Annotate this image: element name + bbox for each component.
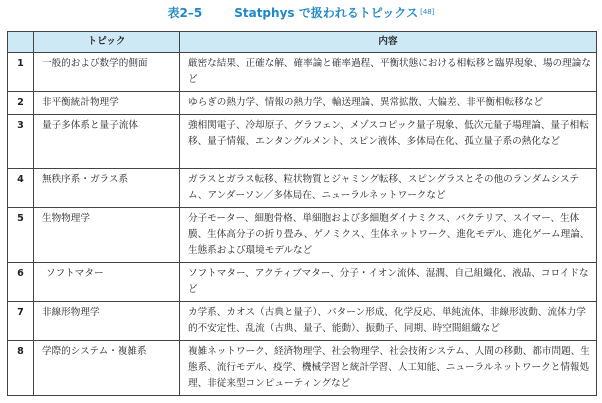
row-content: カ学系、カオス（古典と量子）、パターン形成、化学反応、単純流体、非線形波動、流体力学的不安定性、乱流（古典、量子、能動）、振動子、同期、時空間組織など [180,302,597,341]
row-topic: 非平衡統計物理学 [34,92,180,115]
caption-title: Statphys で扱われるトピックス [234,5,419,20]
table-row [8,302,597,341]
row-topic: ソフトマター [34,263,180,302]
table-row [8,115,597,169]
header-topic: トピック [34,32,180,53]
row-number: 1 [8,53,34,92]
row-topic: 無秩序系・ガラス系 [34,169,180,208]
topics-table [7,31,597,396]
row-number: 2 [8,92,34,115]
table-row [8,169,597,208]
caption-reference: [48] [420,8,435,16]
row-number: 4 [8,169,34,208]
table-row [8,92,597,115]
table-row [8,53,597,92]
header-content: 内容 [180,32,597,53]
table-row [8,263,597,302]
caption-label: 表2–5 [167,5,203,20]
row-content: ゆらぎの熱力学、情報の熱力学、輸送理論、異常拡散、大偏差、非平衡相転移など [180,92,597,115]
row-number: 3 [8,115,34,169]
row-content: 強相関電子、冷却原子、グラフェン、メゾスコピック量子現象、低次元量子場理論、量子相転移、量子情報、エンタングルメント、スピン液体、多体局在化、孤立量子系の熱化など [180,115,597,169]
row-content: ソフトマター、アクティブマター、分子・イオン流体、湿潤、自己組織化、液晶、コロイドなど [180,263,597,302]
row-topic: 生物物理学 [34,208,180,263]
row-content: ガラスとガラス転移、粒状物質とジャミング転移、スピングラスとその他のランダムシステム、アンダーソン／多体局在、ニューラルネットワークなど [180,169,597,208]
table-row [8,208,597,263]
row-number: 7 [8,302,34,341]
row-number: 5 [8,208,34,263]
row-topic: 学際的システム・複雑系 [34,341,180,396]
row-content: 分子モーター、細胞骨格、単細胞および多細胞ダイナミクス、バクテリア、スイマー、生体膜、生体高分子の折り畳み、ゲノミクス、生体ネットワーク、進化モデル、進化ゲーム理論、生態系および環境モデルなど [180,208,597,263]
header-row [8,32,597,53]
row-topic: 一般的および数学的側面 [34,53,180,92]
row-content: 複雑ネットワーク、経済物理学、社会物理学、社会技術システム、人間の移動、都市問題、生態系、流行モデル、疫学、機械学習と統計学習、人工知能、ニューラルネットワークと情報処理、非従来型コンピューティングなど [180,341,597,396]
row-topic: 非線形物理学 [34,302,180,341]
row-number: 8 [8,341,34,396]
row-content: 厳密な結果、正確な解、確率論と確率過程、平衡状態における相転移と臨界現象、場の理論など [180,53,597,92]
row-number: 6 [8,263,34,302]
table-row [8,341,597,396]
header-number [8,32,34,53]
row-topic: 量子多体系と量子流体 [34,115,180,169]
table-caption [0,0,602,24]
